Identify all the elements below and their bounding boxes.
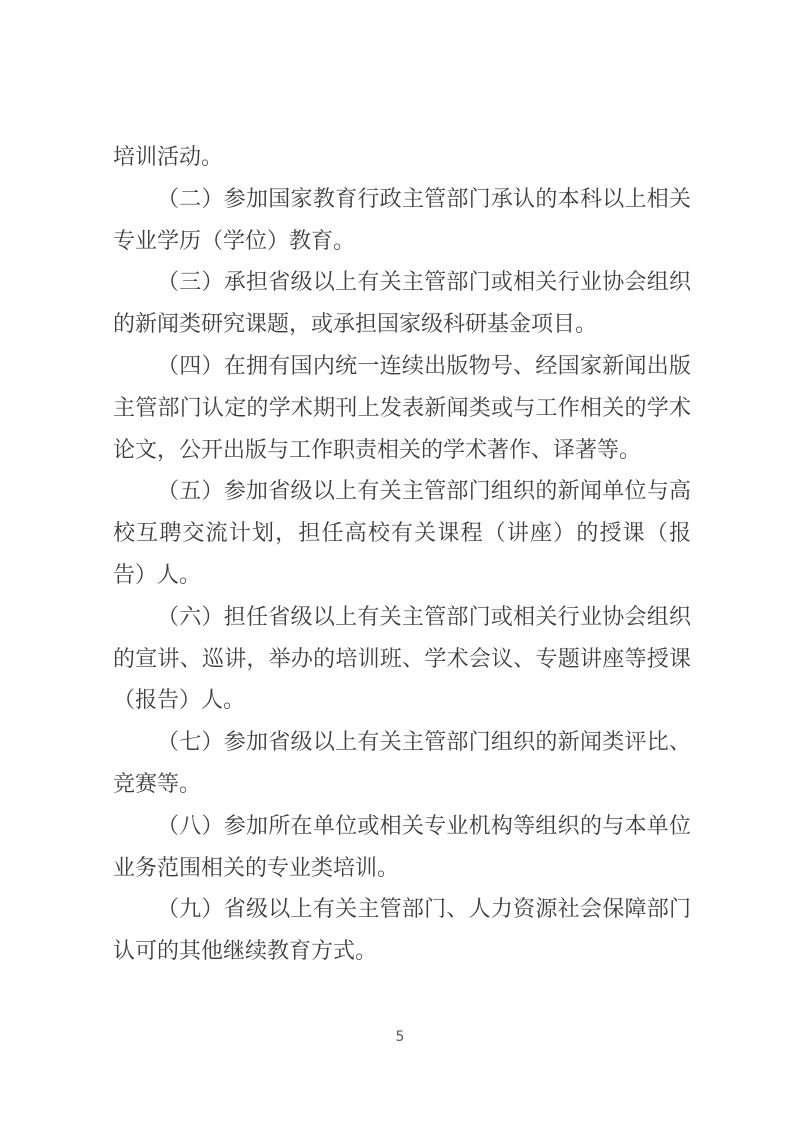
paragraph-item-9: （九）省级以上有关主管部门、人力资源社会保障部门认可的其他继续教育方式。 — [113, 896, 691, 964]
paragraph-item-3: （三）承担省级以上有关主管部门或相关行业协会组织的新闻类研究课题，或承担国家级科研基金项目。 — [113, 269, 691, 337]
page-number: 5 — [395, 1029, 405, 1045]
document-body — [113, 136, 691, 972]
paragraph-item-5: （五）参加省级以上有关主管部门组织的新闻单位与高校互聘交流计划，担任高校有关课程（讲座）的授课（报告）人。 — [113, 478, 691, 587]
page-footer — [0, 1026, 800, 1048]
paragraph-item-2: （二）参加国家教育行政主管部门承认的本科以上相关专业学历（学位）教育。 — [113, 185, 691, 253]
paragraph-item-4: （四）在拥有国内统一连续出版物号、经国家新闻出版主管部门认定的学术期刊上发表新闻类或与工作相关的学术论文，公开出版与工作职责相关的学术著作、译著等。 — [113, 352, 691, 462]
paragraph-item-8: （八）参加所在单位或相关专业机构等组织的与本单位业务范围相关的专业类培训。 — [113, 812, 691, 880]
paragraph-item-7: （七）参加省级以上有关主管部门组织的新闻类评比、竞赛等。 — [113, 729, 691, 796]
paragraph-continuation: 培训活动。 — [113, 144, 224, 169]
paragraph-item-6: （六）担任省级以上有关主管部门或相关行业协会组织的宣讲、巡讲，举办的培训班、学术会议、专题讲座等授课（报告）人。 — [113, 603, 691, 713]
